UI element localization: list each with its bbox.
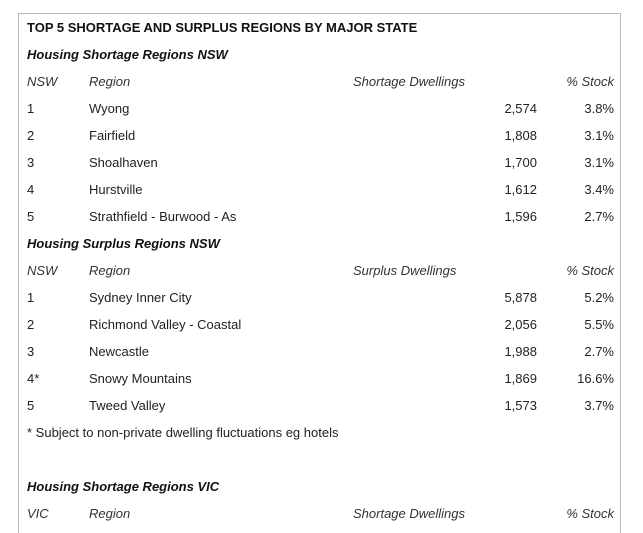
rank-cell: 4* xyxy=(27,371,40,386)
dwellings-cell: 1,869 xyxy=(504,371,537,386)
region-cell: Shoalhaven xyxy=(89,155,158,170)
dwellings-cell: 1,700 xyxy=(504,155,537,170)
region-cell: Tweed Valley xyxy=(89,398,166,413)
column-header-state: NSW xyxy=(27,263,58,278)
section-heading-shortage-vic: Housing Shortage Regions VIC xyxy=(27,479,220,494)
column-header-dwellings: Shortage Dwellings xyxy=(353,74,466,89)
stock-cell: 5.2% xyxy=(584,290,614,305)
rank-cell: 2 xyxy=(27,128,35,143)
footnote: * Subject to non-private dwelling fluctuations eg hotels xyxy=(27,425,339,440)
dwellings-cell: 1,596 xyxy=(504,209,537,224)
dwellings-cell: 1,808 xyxy=(504,128,537,143)
stock-cell: 3.1% xyxy=(584,155,614,170)
report-title: TOP 5 SHORTAGE AND SURPLUS REGIONS BY MAJOR STATE xyxy=(27,20,418,35)
section-heading-surplus-nsw: Housing Surplus Regions NSW xyxy=(27,236,220,251)
region-cell: Sydney Inner City xyxy=(89,290,192,305)
region-cell: Snowy Mountains xyxy=(89,371,192,386)
rank-cell: 3 xyxy=(27,155,35,170)
stock-cell: 3.8% xyxy=(584,101,614,116)
column-header-dwellings: Surplus Dwellings xyxy=(353,263,457,278)
section-heading-shortage-nsw: Housing Shortage Regions NSW xyxy=(27,47,228,62)
report-table xyxy=(18,13,621,533)
table-row xyxy=(19,149,622,176)
column-header-stock: % Stock xyxy=(566,506,614,521)
column-header-stock: % Stock xyxy=(566,263,614,278)
table-row xyxy=(19,122,622,149)
column-header-row xyxy=(19,257,622,284)
table-row xyxy=(19,176,622,203)
column-header-region: Region xyxy=(89,74,131,89)
table-row xyxy=(19,311,622,338)
rank-cell: 5 xyxy=(27,398,35,413)
region-cell: Strathfield - Burwood - As xyxy=(89,209,237,224)
rank-cell: 4 xyxy=(27,182,35,197)
stock-cell: 5.5% xyxy=(584,317,614,332)
table-row xyxy=(19,284,622,311)
region-cell: Hurstville xyxy=(89,182,143,197)
stock-cell: 3.1% xyxy=(584,128,614,143)
rank-cell: 1 xyxy=(27,101,35,116)
dwellings-cell: 2,056 xyxy=(504,317,537,332)
rank-cell: 3 xyxy=(27,344,35,359)
table-row xyxy=(19,95,622,122)
table-row xyxy=(19,365,622,392)
column-header-region: Region xyxy=(89,506,131,521)
column-header-region: Region xyxy=(89,263,131,278)
region-cell: Newcastle xyxy=(89,344,149,359)
rank-cell: 1 xyxy=(27,290,35,305)
dwellings-cell: 1,573 xyxy=(504,398,537,413)
dwellings-cell: 5,878 xyxy=(504,290,537,305)
column-header-state: VIC xyxy=(27,506,49,521)
table-row xyxy=(19,203,622,230)
rank-cell: 5 xyxy=(27,209,35,224)
stock-cell: 3.7% xyxy=(584,398,614,413)
dwellings-cell: 1,612 xyxy=(504,182,537,197)
column-header-stock: % Stock xyxy=(566,74,614,89)
region-cell: Richmond Valley - Coastal xyxy=(89,317,242,332)
stock-cell: 2.7% xyxy=(584,344,614,359)
region-cell: Wyong xyxy=(89,101,130,116)
region-cell: Fairfield xyxy=(89,128,136,143)
table-row xyxy=(19,338,622,365)
column-header-row xyxy=(19,68,622,95)
dwellings-cell: 1,988 xyxy=(504,344,537,359)
stock-cell: 16.6% xyxy=(577,371,614,386)
column-header-row xyxy=(19,500,622,527)
column-header-dwellings: Shortage Dwellings xyxy=(353,506,466,521)
dwellings-cell: 2,574 xyxy=(504,101,537,116)
stock-cell: 2.7% xyxy=(584,209,614,224)
column-header-state: NSW xyxy=(27,74,58,89)
rank-cell: 2 xyxy=(27,317,35,332)
table-row xyxy=(19,392,622,419)
stock-cell: 3.4% xyxy=(584,182,614,197)
